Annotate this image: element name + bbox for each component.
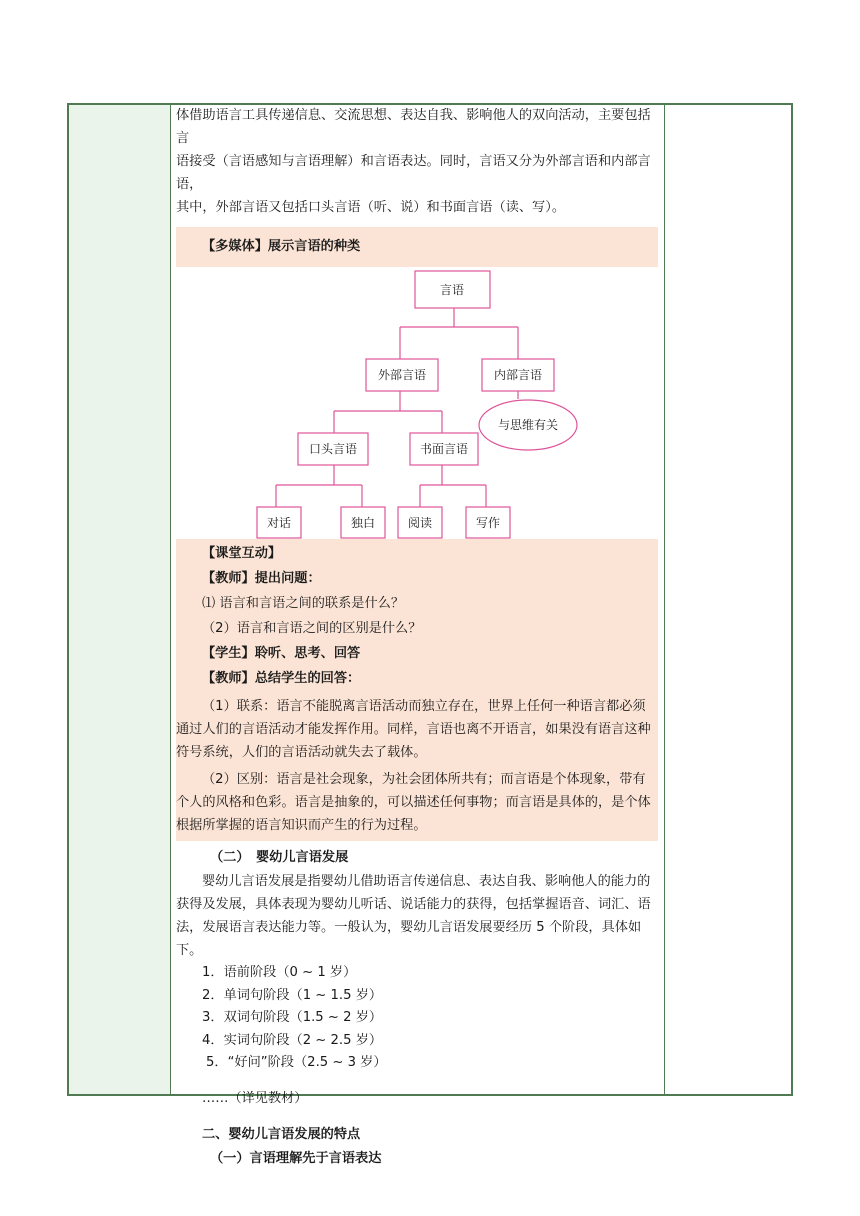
question-1: ⑴ 语言和言语之间的联系是什么？ — [202, 596, 405, 611]
label-writing: 写作 — [475, 516, 501, 530]
intro-line-2: 语接受（言语感知与言语理解）和言语表达。同时，言语又分为外部言语和内部言语， — [176, 154, 651, 192]
stage-4: 4．实词句阶段（2 ~ 2.5 岁） — [202, 1032, 383, 1048]
label-internal-note: 与思维有关 — [497, 418, 559, 432]
section-title-text: 婴幼儿言语发展 — [256, 850, 349, 865]
section-number: （二） — [210, 850, 250, 865]
section-infant-speech — [176, 845, 658, 1111]
section-title — [176, 845, 658, 870]
label-internal: 内部言语 — [493, 368, 543, 382]
answer-1: （1）联系：语言不能脱离言语活动而独立存在，世界上任何一种语言都必须通过人们的言语活动才能发挥作用。同样，言语也离不开语言，如果没有语言这种符号系统，人们的言语活动就失去了载体。 — [176, 699, 651, 760]
stage-1: 1．语前阶段（0 ~ 1 岁） — [202, 965, 357, 980]
label-monologue: 独白 — [350, 516, 376, 530]
intro-line-1: 体借助语言工具传递信息、交流思想、表达自我、影响他人的双向活动，主要包括言 — [176, 108, 651, 146]
heading-comprehension-first: （一）言语理解先于言语表达 — [210, 1150, 382, 1166]
stage-3: 3．双词句阶段（1.5 ~ 2 岁） — [202, 1010, 383, 1025]
section-body: 婴幼儿言语发展是指婴幼儿借助语言传递信息、表达自我、影响他人的能力的获得及发展，具体表现为婴幼儿听话、说话能力的获得，包括掌握语音、词汇、语法，发展语言表达能力等。一般认为，婴幼儿言语发展要经历 5 个阶段，具体如下。 — [176, 874, 651, 958]
table-right-column — [664, 105, 791, 1094]
label-written: 书面言语 — [419, 442, 469, 456]
label-root: 言语 — [439, 283, 465, 297]
student-response: 【学生】聆听、思考、回答 — [202, 646, 361, 661]
stage-5: 5．“好问”阶段（2.5 ~ 3 岁） — [206, 1055, 387, 1070]
label-external: 外部言语 — [377, 368, 427, 382]
label-dialogue: 对话 — [266, 516, 292, 530]
teacher-ask: 【教师】提出问题： — [202, 571, 321, 586]
table-left-column — [69, 105, 171, 1094]
speech-types-tree — [176, 267, 658, 539]
answer-2: （2）区别：语言是社会现象，为社会团体所共有；而言语是个体现象，带有个人的风格和色彩。语言是抽象的，可以描述任何事物；而言语是具体的，是个体根据所掌握的语言知识而产生的行为过程。 — [176, 772, 651, 833]
question-2: （2）语言和言语之间的区别是什么？ — [202, 621, 422, 636]
see-textbook: ……（详见教材） — [202, 1090, 308, 1106]
label-reading: 阅读 — [407, 516, 433, 530]
intro-line-3: 其中，外部言语又包括口头言语（听、说）和书面言语（读、写）。 — [176, 200, 566, 215]
teacher-summary: 【教师】总结学生的回答： — [202, 671, 361, 686]
heading-characteristics: 二、婴幼儿言语发展的特点 — [202, 1126, 361, 1142]
speech-types-diagram — [176, 267, 658, 539]
class-interaction — [176, 539, 658, 841]
multimedia-heading: 【多媒体】展示言语的种类 — [176, 227, 658, 267]
stage-2: 2．单词句阶段（1 ~ 1.5 岁） — [202, 987, 383, 1003]
label-oral: 口头言语 — [308, 442, 358, 456]
interaction-title: 【课堂互动】 — [202, 546, 282, 561]
lesson-content — [176, 104, 658, 1171]
